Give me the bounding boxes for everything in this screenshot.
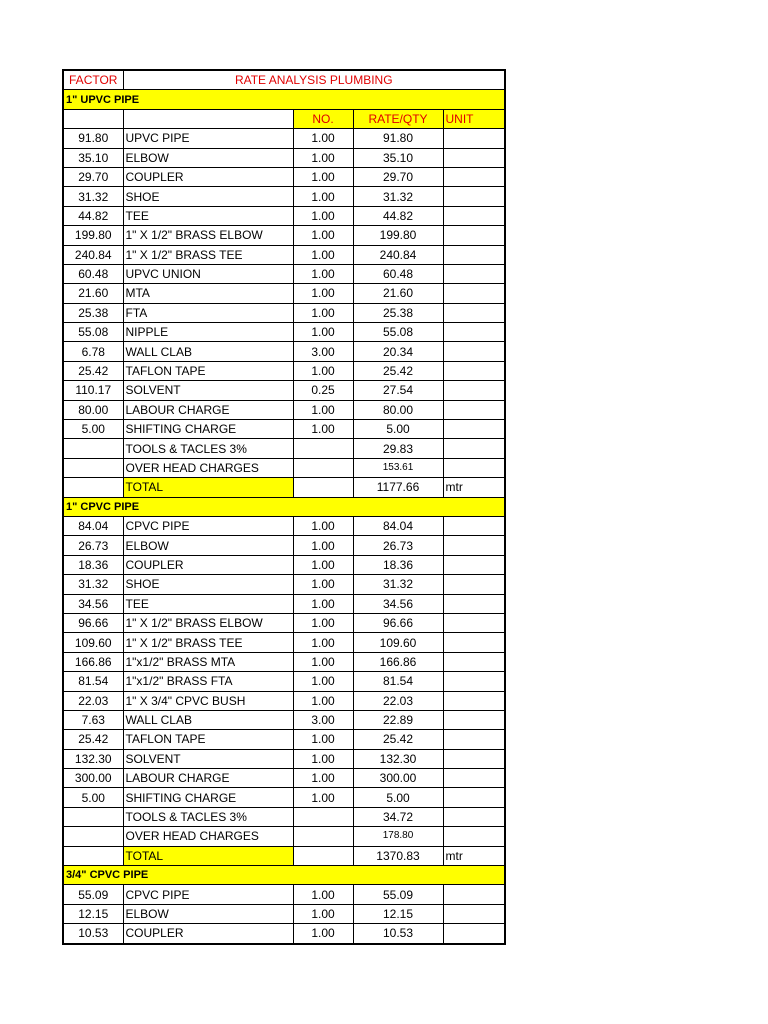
factor-cell[interactable]: 10.53 xyxy=(63,924,123,944)
unit-cell[interactable] xyxy=(443,206,505,225)
table-row xyxy=(63,129,505,148)
item-cell[interactable]: WALL CLAB xyxy=(123,342,293,361)
no-cell[interactable]: 1.00 xyxy=(293,361,353,380)
item-cell[interactable]: TOOLS & TACLES 3% xyxy=(123,439,293,458)
item-cell[interactable]: SHIFTING CHARGE xyxy=(123,788,293,807)
rate-cell[interactable]: 22.03 xyxy=(353,691,443,710)
rate-cell[interactable]: 18.36 xyxy=(353,555,443,574)
table-row xyxy=(63,342,505,361)
no-cell[interactable]: 1.00 xyxy=(293,924,353,944)
factor-cell[interactable] xyxy=(63,827,123,846)
no-cell[interactable]: 1.00 xyxy=(293,885,353,904)
rate-cell[interactable]: 60.48 xyxy=(353,264,443,283)
table-row xyxy=(63,206,505,225)
unit-cell[interactable] xyxy=(443,730,505,749)
no-cell[interactable]: 1.00 xyxy=(293,769,353,788)
rate-cell[interactable]: 21.60 xyxy=(353,284,443,303)
unit-cell[interactable] xyxy=(443,516,505,535)
item-cell[interactable]: LABOUR CHARGE xyxy=(123,769,293,788)
item-cell[interactable]: 1"x1/2" BRASS MTA xyxy=(123,652,293,671)
rate-cell[interactable]: 84.04 xyxy=(353,516,443,535)
no-header[interactable]: NO. xyxy=(293,109,353,128)
unit-cell[interactable] xyxy=(443,594,505,613)
item-cell[interactable]: LABOUR CHARGE xyxy=(123,400,293,419)
factor-cell[interactable]: 300.00 xyxy=(63,769,123,788)
factor-cell[interactable]: 199.80 xyxy=(63,226,123,245)
factor-cell[interactable]: 55.09 xyxy=(63,885,123,904)
rate-cell[interactable]: 91.80 xyxy=(353,129,443,148)
unit-cell[interactable]: mtr xyxy=(443,846,505,865)
item-cell[interactable]: SHIFTING CHARGE xyxy=(123,420,293,439)
table-row xyxy=(63,284,505,303)
no-cell[interactable]: 1.00 xyxy=(293,129,353,148)
factor-cell[interactable]: 22.03 xyxy=(63,691,123,710)
unit-header[interactable]: UNIT xyxy=(443,109,505,128)
rate-cell[interactable]: 132.30 xyxy=(353,749,443,768)
table-row xyxy=(63,691,505,710)
no-cell[interactable]: 1.00 xyxy=(293,187,353,206)
section-title[interactable]: 1" CPVC PIPE xyxy=(63,497,505,516)
unit-cell[interactable] xyxy=(443,807,505,826)
no-cell[interactable]: 1.00 xyxy=(293,633,353,652)
rate-cell[interactable]: 5.00 xyxy=(353,788,443,807)
unit-cell[interactable] xyxy=(443,167,505,186)
table-row xyxy=(63,361,505,380)
rate-cell[interactable]: 34.72 xyxy=(353,807,443,826)
table-row xyxy=(63,672,505,691)
no-cell[interactable]: 1.00 xyxy=(293,420,353,439)
unit-cell[interactable] xyxy=(443,613,505,632)
rate-cell[interactable]: 81.54 xyxy=(353,672,443,691)
rate-cell[interactable]: 35.10 xyxy=(353,148,443,167)
total-label[interactable]: TOTAL xyxy=(123,478,293,497)
unit-cell[interactable] xyxy=(443,381,505,400)
no-cell[interactable]: 1.00 xyxy=(293,323,353,342)
no-cell[interactable]: 1.00 xyxy=(293,516,353,535)
item-cell[interactable]: WALL CLAB xyxy=(123,710,293,729)
overhead-row xyxy=(63,827,505,846)
no-cell[interactable]: 1.00 xyxy=(293,555,353,574)
no-cell[interactable]: 1.00 xyxy=(293,904,353,923)
factor-header[interactable]: FACTOR xyxy=(63,70,123,90)
no-cell[interactable]: 1.00 xyxy=(293,613,353,632)
item-cell[interactable]: COUPLER xyxy=(123,167,293,186)
item-cell[interactable]: ELBOW xyxy=(123,536,293,555)
no-cell[interactable]: 1.00 xyxy=(293,594,353,613)
item-cell[interactable]: COUPLER xyxy=(123,924,293,944)
no-cell[interactable]: 1.00 xyxy=(293,264,353,283)
factor-cell[interactable] xyxy=(63,458,123,477)
section-heading-row xyxy=(63,866,505,885)
unit-cell[interactable] xyxy=(443,129,505,148)
tools-row xyxy=(63,439,505,458)
no-cell[interactable] xyxy=(293,439,353,458)
rate-cell[interactable]: 109.60 xyxy=(353,633,443,652)
no-cell[interactable]: 1.00 xyxy=(293,148,353,167)
table-row xyxy=(63,148,505,167)
factor-cell[interactable]: 29.70 xyxy=(63,167,123,186)
item-cell[interactable]: 1" X 1/2" BRASS TEE xyxy=(123,633,293,652)
item-cell[interactable]: CPVC PIPE xyxy=(123,885,293,904)
no-cell[interactable]: 1.00 xyxy=(293,400,353,419)
unit-cell[interactable] xyxy=(443,827,505,846)
item-cell[interactable]: COUPLER xyxy=(123,555,293,574)
table-row xyxy=(63,516,505,535)
table-row xyxy=(63,400,505,419)
factor-cell[interactable]: 91.80 xyxy=(63,129,123,148)
factor-cell[interactable] xyxy=(63,109,123,128)
table-row xyxy=(63,420,505,439)
factor-cell[interactable]: 44.82 xyxy=(63,206,123,225)
no-cell[interactable]: 1.00 xyxy=(293,788,353,807)
factor-cell[interactable]: 25.42 xyxy=(63,730,123,749)
no-cell[interactable] xyxy=(293,458,353,477)
no-cell[interactable]: 1.00 xyxy=(293,672,353,691)
no-cell[interactable] xyxy=(293,846,353,865)
no-cell[interactable]: 3.00 xyxy=(293,342,353,361)
total-label[interactable]: TOTAL xyxy=(123,846,293,865)
rate-cell[interactable]: 199.80 xyxy=(353,226,443,245)
rate-cell[interactable]: 55.08 xyxy=(353,323,443,342)
section-title[interactable]: 1" UPVC PIPE xyxy=(63,90,505,109)
no-cell[interactable] xyxy=(293,807,353,826)
unit-cell[interactable] xyxy=(443,342,505,361)
factor-cell[interactable]: 60.48 xyxy=(63,264,123,283)
factor-cell[interactable]: 35.10 xyxy=(63,148,123,167)
table-row xyxy=(63,652,505,671)
rate-cell[interactable]: 34.56 xyxy=(353,594,443,613)
item-cell[interactable]: SOLVENT xyxy=(123,381,293,400)
no-cell[interactable]: 1.00 xyxy=(293,226,353,245)
factor-cell[interactable]: 5.00 xyxy=(63,788,123,807)
no-cell[interactable]: 0.25 xyxy=(293,381,353,400)
factor-cell[interactable]: 6.78 xyxy=(63,342,123,361)
unit-cell[interactable] xyxy=(443,672,505,691)
item-cell[interactable]: 1" X 1/2" BRASS TEE xyxy=(123,245,293,264)
rate-cell[interactable]: 25.42 xyxy=(353,730,443,749)
factor-cell[interactable]: 55.08 xyxy=(63,323,123,342)
rate-cell[interactable]: 26.73 xyxy=(353,536,443,555)
no-cell[interactable]: 1.00 xyxy=(293,575,353,594)
total-rate-cell[interactable]: 1177.66 xyxy=(353,478,443,497)
item-cell[interactable]: ELBOW xyxy=(123,904,293,923)
table-row xyxy=(63,788,505,807)
rate-cell[interactable]: 178.80 xyxy=(353,827,443,846)
item-cell[interactable]: SHOE xyxy=(123,575,293,594)
unit-cell[interactable] xyxy=(443,187,505,206)
unit-cell[interactable] xyxy=(443,749,505,768)
unit-cell[interactable] xyxy=(443,226,505,245)
item-cell[interactable]: CPVC PIPE xyxy=(123,516,293,535)
rate-analysis-table xyxy=(62,69,506,945)
item-cell[interactable]: 1" X 1/2" BRASS ELBOW xyxy=(123,613,293,632)
factor-cell[interactable]: 21.60 xyxy=(63,284,123,303)
no-cell[interactable]: 1.00 xyxy=(293,652,353,671)
factor-cell[interactable]: 34.56 xyxy=(63,594,123,613)
table-row xyxy=(63,536,505,555)
item-cell[interactable]: OVER HEAD CHARGES xyxy=(123,458,293,477)
overhead-row xyxy=(63,458,505,477)
factor-cell[interactable]: 110.17 xyxy=(63,381,123,400)
table-row xyxy=(63,555,505,574)
factor-cell[interactable] xyxy=(63,807,123,826)
section-title[interactable]: 3/4" CPVC PIPE xyxy=(63,866,505,885)
factor-cell[interactable]: 25.42 xyxy=(63,361,123,380)
section-heading-row xyxy=(63,497,505,516)
no-cell[interactable]: 1.00 xyxy=(293,206,353,225)
rate-cell[interactable]: 44.82 xyxy=(353,206,443,225)
unit-cell[interactable] xyxy=(443,458,505,477)
no-cell[interactable]: 1.00 xyxy=(293,730,353,749)
unit-cell[interactable] xyxy=(443,904,505,923)
table-row xyxy=(63,323,505,342)
rate-cell[interactable]: 10.53 xyxy=(353,924,443,944)
total-rate-cell[interactable]: 1370.83 xyxy=(353,846,443,865)
rate-cell[interactable]: 31.32 xyxy=(353,575,443,594)
unit-cell[interactable] xyxy=(443,536,505,555)
unit-cell[interactable] xyxy=(443,361,505,380)
item-cell[interactable]: OVER HEAD CHARGES xyxy=(123,827,293,846)
no-cell[interactable]: 1.00 xyxy=(293,536,353,555)
factor-cell[interactable]: 7.63 xyxy=(63,710,123,729)
total-row xyxy=(63,478,505,497)
unit-cell[interactable] xyxy=(443,400,505,419)
unit-cell[interactable] xyxy=(443,633,505,652)
item-cell[interactable]: SOLVENT xyxy=(123,749,293,768)
factor-cell[interactable]: 5.00 xyxy=(63,420,123,439)
no-cell[interactable]: 3.00 xyxy=(293,710,353,729)
unit-cell[interactable] xyxy=(443,439,505,458)
rate-cell[interactable]: 55.09 xyxy=(353,885,443,904)
rate-cell[interactable]: 80.00 xyxy=(353,400,443,419)
factor-cell[interactable]: 240.84 xyxy=(63,245,123,264)
unit-cell[interactable] xyxy=(443,691,505,710)
item-cell[interactable]: FTA xyxy=(123,303,293,322)
item-cell[interactable]: UPVC UNION xyxy=(123,264,293,283)
factor-cell[interactable]: 81.54 xyxy=(63,672,123,691)
unit-cell[interactable] xyxy=(443,245,505,264)
factor-cell[interactable]: 132.30 xyxy=(63,749,123,768)
item-cell[interactable]: NIPPLE xyxy=(123,323,293,342)
table-row xyxy=(63,633,505,652)
table-row xyxy=(63,594,505,613)
factor-cell[interactable]: 26.73 xyxy=(63,536,123,555)
unit-cell[interactable] xyxy=(443,924,505,944)
table-row xyxy=(63,885,505,904)
table-row xyxy=(63,613,505,632)
unit-cell[interactable] xyxy=(443,769,505,788)
factor-cell[interactable]: 80.00 xyxy=(63,400,123,419)
rate-cell[interactable]: 22.89 xyxy=(353,710,443,729)
table-row xyxy=(63,924,505,944)
unit-cell[interactable] xyxy=(443,575,505,594)
unit-cell[interactable]: mtr xyxy=(443,478,505,497)
no-cell[interactable] xyxy=(293,478,353,497)
rate-cell[interactable]: 27.54 xyxy=(353,381,443,400)
no-cell[interactable]: 1.00 xyxy=(293,245,353,264)
column-header-row xyxy=(63,109,505,128)
factor-cell[interactable] xyxy=(63,478,123,497)
table-row xyxy=(63,904,505,923)
table-row xyxy=(63,749,505,768)
tools-row xyxy=(63,807,505,826)
item-cell[interactable]: TEE xyxy=(123,594,293,613)
item-cell[interactable]: TOOLS & TACLES 3% xyxy=(123,807,293,826)
factor-cell[interactable] xyxy=(63,846,123,865)
item-cell[interactable]: ELBOW xyxy=(123,148,293,167)
rate-cell[interactable]: 240.84 xyxy=(353,245,443,264)
table-row xyxy=(63,710,505,729)
unit-cell[interactable] xyxy=(443,303,505,322)
item-cell[interactable]: TAFLON TAPE xyxy=(123,730,293,749)
item-cell[interactable]: UPVC PIPE xyxy=(123,129,293,148)
table-row xyxy=(63,575,505,594)
sheet-title[interactable]: RATE ANALYSIS PLUMBING xyxy=(123,70,505,90)
table-row xyxy=(63,769,505,788)
table-row xyxy=(63,381,505,400)
unit-cell[interactable] xyxy=(443,555,505,574)
rate-cell[interactable]: 29.83 xyxy=(353,439,443,458)
rate-cell[interactable]: 166.86 xyxy=(353,652,443,671)
unit-cell[interactable] xyxy=(443,710,505,729)
item-cell[interactable]: 1"x1/2" BRASS FTA xyxy=(123,672,293,691)
unit-cell[interactable] xyxy=(443,323,505,342)
item-cell[interactable] xyxy=(123,109,293,128)
rate-cell[interactable]: 25.38 xyxy=(353,303,443,322)
table-row xyxy=(63,226,505,245)
no-cell[interactable]: 1.00 xyxy=(293,167,353,186)
unit-cell[interactable] xyxy=(443,264,505,283)
factor-cell[interactable]: 12.15 xyxy=(63,904,123,923)
rate-qty-header[interactable]: RATE/QTY xyxy=(353,109,443,128)
rate-cell[interactable]: 20.34 xyxy=(353,342,443,361)
item-cell[interactable]: TEE xyxy=(123,206,293,225)
factor-cell[interactable]: 84.04 xyxy=(63,516,123,535)
unit-cell[interactable] xyxy=(443,652,505,671)
no-cell[interactable]: 1.00 xyxy=(293,284,353,303)
factor-cell[interactable] xyxy=(63,439,123,458)
item-cell[interactable]: SHOE xyxy=(123,187,293,206)
rate-cell[interactable]: 31.32 xyxy=(353,187,443,206)
unit-cell[interactable] xyxy=(443,420,505,439)
unit-cell[interactable] xyxy=(443,788,505,807)
unit-cell[interactable] xyxy=(443,284,505,303)
item-cell[interactable]: MTA xyxy=(123,284,293,303)
table-row xyxy=(63,264,505,283)
rate-cell[interactable]: 153.61 xyxy=(353,458,443,477)
unit-cell[interactable] xyxy=(443,148,505,167)
no-cell[interactable] xyxy=(293,827,353,846)
unit-cell[interactable] xyxy=(443,885,505,904)
factor-cell[interactable]: 166.86 xyxy=(63,652,123,671)
factor-cell[interactable]: 31.32 xyxy=(63,187,123,206)
total-row xyxy=(63,846,505,865)
no-cell[interactable]: 1.00 xyxy=(293,691,353,710)
item-cell[interactable]: 1" X 3/4" CPVC BUSH xyxy=(123,691,293,710)
rate-cell[interactable]: 25.42 xyxy=(353,361,443,380)
table-row xyxy=(63,303,505,322)
no-cell[interactable]: 1.00 xyxy=(293,749,353,768)
no-cell[interactable]: 1.00 xyxy=(293,303,353,322)
table-row xyxy=(63,245,505,264)
factor-cell[interactable]: 109.60 xyxy=(63,633,123,652)
table-row xyxy=(63,730,505,749)
item-cell[interactable]: 1" X 1/2" BRASS ELBOW xyxy=(123,226,293,245)
factor-cell[interactable]: 25.38 xyxy=(63,303,123,322)
rate-cell[interactable]: 300.00 xyxy=(353,769,443,788)
item-cell[interactable]: TAFLON TAPE xyxy=(123,361,293,380)
title-row xyxy=(63,70,505,90)
table-row xyxy=(63,167,505,186)
rate-cell[interactable]: 5.00 xyxy=(353,420,443,439)
factor-cell[interactable]: 31.32 xyxy=(63,575,123,594)
factor-cell[interactable]: 96.66 xyxy=(63,613,123,632)
table-row xyxy=(63,187,505,206)
rate-cell[interactable]: 96.66 xyxy=(353,613,443,632)
rate-cell[interactable]: 29.70 xyxy=(353,167,443,186)
rate-cell[interactable]: 12.15 xyxy=(353,904,443,923)
section-heading-row xyxy=(63,90,505,109)
factor-cell[interactable]: 18.36 xyxy=(63,555,123,574)
